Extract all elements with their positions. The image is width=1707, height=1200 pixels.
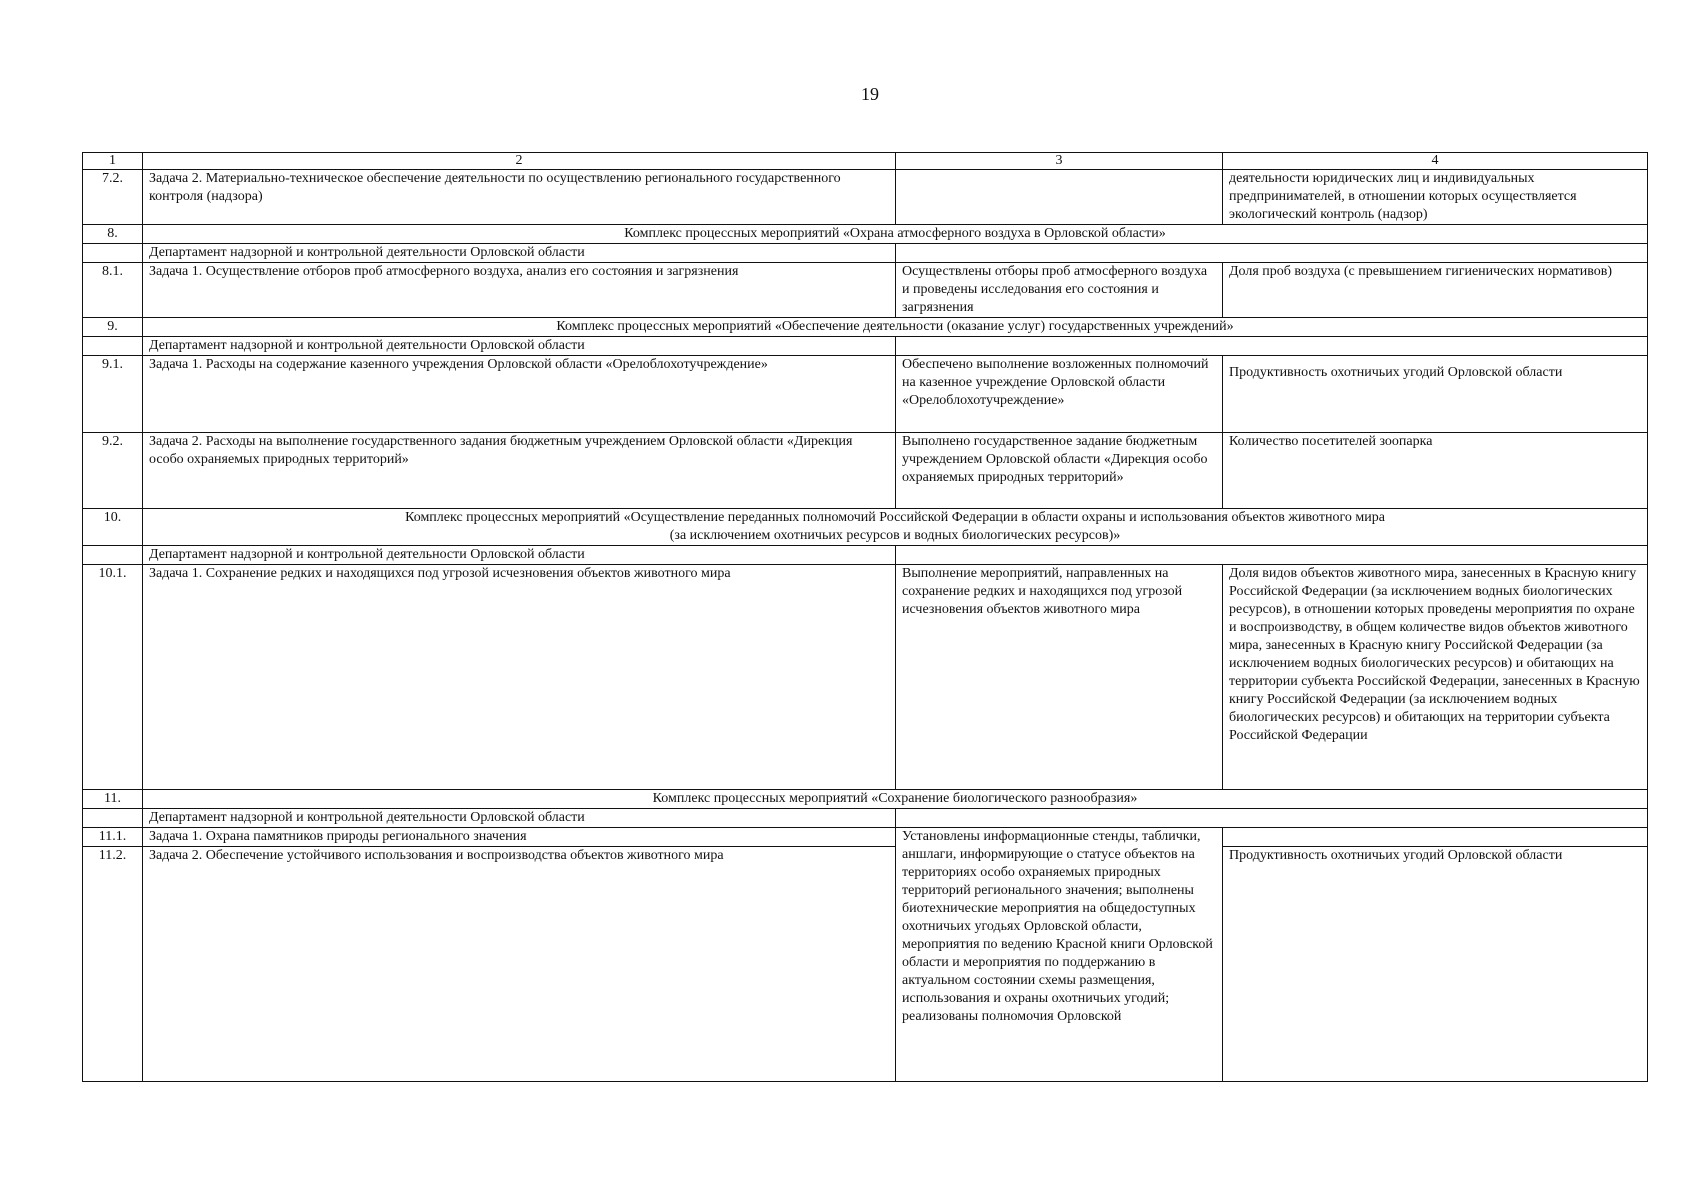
result-cell: Выполнено государственное задание бюджетным учреждением Орловской области «Дирекция особо охраняемых природных территорий» [896,433,1223,509]
task-cell: Задача 1. Сохранение редких и находящихся под угрозой исчезновения объектов животного мира [143,565,896,790]
task-cell: Задача 2. Расходы на выполнение государственного задания бюджетным учреждением Орловской области «Дирекция особо охраняемых природных территорий» [143,433,896,509]
activities-table [82,152,1648,1082]
row-number: 9.1. [83,356,143,433]
task-cell: Задача 1. Охрана памятников природы регионального значения [143,828,896,847]
section-number: 10. [83,509,143,546]
section-title: Комплекс процессных мероприятий «Обеспечение деятельности (оказание услуг) государственных учреждений» [143,318,1648,337]
result-cell: Обеспечено выполнение возложенных полномочий на казенное учреждение Орловской области «Орелоблохотучреждение» [896,356,1223,433]
indicator-cell: Количество посетителей зоопарка [1223,433,1648,509]
row-number: 9.2. [83,433,143,509]
task-cell: Задача 2. Материально-техническое обеспечение деятельности по осуществлению регионального государственного контроля (надзора) [143,170,896,225]
task-cell: Задача 1. Осуществление отборов проб атмосферного воздуха, анализ его состояния и загрязнения [143,263,896,318]
section-title: Комплекс процессных мероприятий «Охрана атмосферного воздуха в Орловской области» [143,225,1648,244]
table-row [83,828,1648,847]
indicator-cell: Продуктивность охотничьих угодий Орловской области [1223,356,1648,433]
page-number: 19 [861,84,879,104]
section-title-line-2: (за исключением охотничьих ресурсов и водных биологических ресурсов)» [669,528,1121,543]
department-name: Департамент надзорной и контрольной деятельности Орловской области [143,809,896,828]
table-row [83,356,1648,433]
section-number: 9. [83,318,143,337]
table-row [83,565,1648,790]
result-cell: Осуществлены отборы проб атмосферного воздуха и проведены исследования его состояния и загрязнения [896,263,1223,318]
table-header-row [83,153,1648,170]
section-number: 11. [83,790,143,809]
empty-cell [83,809,143,828]
indicator-cell: деятельности юридических лиц и индивидуальных предпринимателей, в отношении которых осуществляется экологический контроль (надзор) [1223,170,1648,225]
empty-cell [83,546,143,565]
table-row [83,847,1648,1082]
indicator-cell: Доля видов объектов животного мира, занесенных в Красную книгу Российской Федерации (за исключением водных биологических ресурсов), в отношении которых проведены мероприятия по охране и воспроизводству, в общем количестве видов объектов животного мира, занесенных в Красную книгу Российской Федерации (за исключением водных биологических ресурсов) и обитающих на территории субъекта Российской Федерации, занесенных в Красную книгу Российской Федерации (за исключением водных биологических ресурсов) и обитающих на территории субъекта Российской Федерации [1223,565,1648,790]
table-row [83,433,1648,509]
section-title: Комплекс процессных мероприятий «Сохранение биологического разнообразия» [143,790,1648,809]
section-row [83,509,1648,546]
empty-cell [1223,828,1648,847]
department-row [83,546,1648,565]
row-number: 10.1. [83,565,143,790]
table-row [83,170,1648,225]
department-row [83,244,1648,263]
header-col-2: 2 [143,153,896,170]
section-title-line-1: Комплекс процессных мероприятий «Осуществление переданных полномочий Российской Федерации в области охраны и использования объектов животного мира [405,510,1385,525]
empty-cell [83,244,143,263]
department-row [83,809,1648,828]
department-name: Департамент надзорной и контрольной деятельности Орловской области [143,244,896,263]
result-cell: Установлены информационные стенды, таблички, аншлаги, информирующие о статусе объектов на территориях особо охраняемых природных территорий регионального значения; выполнены биотехнические мероприятия на общедоступных охотничьих угодьях Орловской области, мероприятия по ведению Красной книги Орловской области и мероприятия по поддержанию в актуальном состоянии схемы размещения, использования и охраны охотничьих угодий; реализованы полномочия Орловской [896,828,1223,1082]
table-row [83,263,1648,318]
section-row [83,790,1648,809]
row-number: 7.2. [83,170,143,225]
row-number: 11.1. [83,828,143,847]
result-cell [896,170,1223,225]
empty-cell [896,809,1648,828]
empty-cell [83,337,143,356]
header-col-4: 4 [1223,153,1648,170]
header-col-1: 1 [83,153,143,170]
section-number: 8. [83,225,143,244]
section-title [143,509,1648,546]
empty-cell [896,337,1648,356]
section-row [83,225,1648,244]
result-cell: Выполнение мероприятий, направленных на сохранение редких и находящихся под угрозой исчезновения объектов животного мира [896,565,1223,790]
header-col-3: 3 [896,153,1223,170]
section-row [83,318,1648,337]
indicator-cell: Доля проб воздуха (с превышением гигиенических нормативов) [1223,263,1648,318]
indicator-cell: Продуктивность охотничьих угодий Орловской области [1223,847,1648,1082]
department-name: Департамент надзорной и контрольной деятельности Орловской области [143,546,896,565]
empty-cell [896,546,1648,565]
task-cell: Задача 1. Расходы на содержание казенного учреждения Орловской области «Орелоблохотучреждение» [143,356,896,433]
row-number: 8.1. [83,263,143,318]
row-number: 11.2. [83,847,143,1082]
department-row [83,337,1648,356]
task-cell: Задача 2. Обеспечение устойчивого использования и воспроизводства объектов животного мира [143,847,896,1082]
empty-cell [896,244,1648,263]
department-name: Департамент надзорной и контрольной деятельности Орловской области [143,337,896,356]
